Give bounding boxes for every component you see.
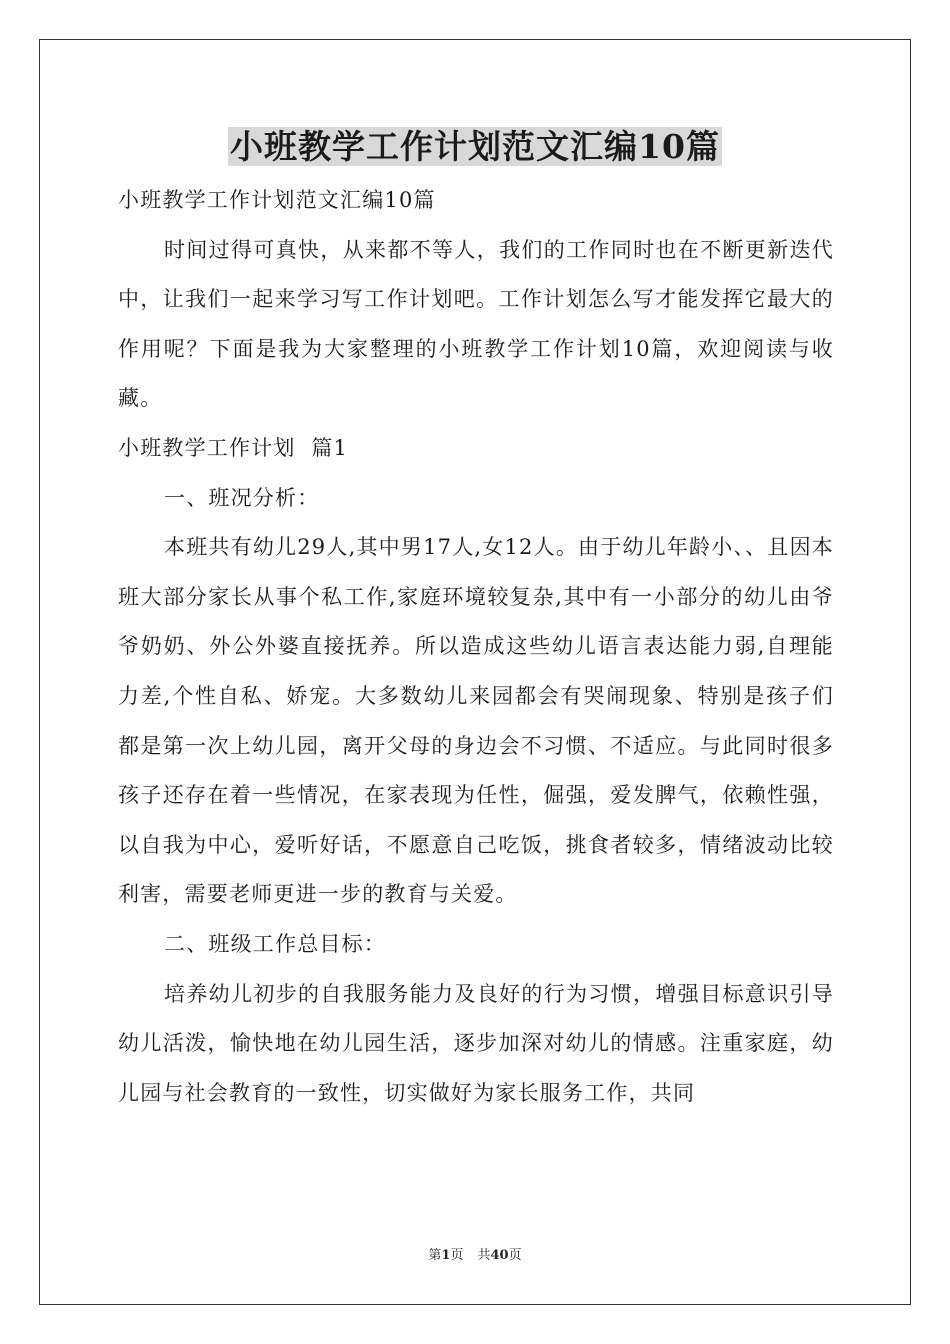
footer-page-suffix: 页: [450, 1248, 464, 1263]
document-title-text: 小班教学工作计划范文汇编10篇: [230, 127, 720, 166]
heading-class-analysis: 一、班况分析：: [164, 485, 320, 510]
document-title: [0, 124, 950, 170]
footer-page-prefix: 第: [428, 1248, 442, 1263]
document-subtitle: 小班教学工作计划范文汇编10篇: [118, 188, 436, 212]
paragraph-class-analysis: 本班共有幼儿29人,其中男17人,女12人。由于幼儿年龄小、、且因本班大部分家长从事个私工作,家庭环境较复杂,其中有一小部分的幼儿由爷爷奶奶、外公外婆直接抚养。所以造成这些幼儿语言表达能力弱,自理能力差,个性自私、娇宠。大多数幼儿来园都会有哭闹现象、特别是孩子们都是第一次上幼儿园，离开父母的身边会不习惯、不适应。与此同时很多孩子还存在着一些情况，在家表现为任性，倔强，爱发脾气，依赖性强，以自我为中心，爱听好话，不愿意自己吃饭，挑食者较多，情绪波动比较利害，需要老师更进一步的教育与关爱。: [118, 535, 834, 907]
document-body: [118, 176, 834, 1118]
section-heading: 小班教学工作计划 篇1: [118, 435, 349, 460]
footer-page-number: 1: [441, 1248, 451, 1263]
heading-class-goals: 二、班级工作总目标：: [164, 931, 386, 956]
footer-total-suffix: 页: [508, 1248, 522, 1263]
footer-total-prefix: 共: [477, 1248, 491, 1263]
intro-paragraph: 时间过得可真快，从来都不等人，我们的工作同时也在不断更新迭代中，让我们一起来学习写工作计划吧。工作计划怎么写才能发挥它最大的作用呢？下面是我为大家整理的小班教学工作计划10篇，欢迎阅读与收藏。: [118, 237, 834, 411]
page-footer: [0, 1246, 950, 1266]
paragraph-class-goals: 培养幼儿初步的自我服务能力及良好的行为习惯，增强目标意识引导幼儿活泼，愉快地在幼儿园生活，逐步加深对幼儿的情感。注重家庭，幼儿园与社会教育的一致性，切实做好为家长服务工作，共同: [118, 981, 834, 1105]
footer-total-pages: 40: [490, 1248, 509, 1263]
